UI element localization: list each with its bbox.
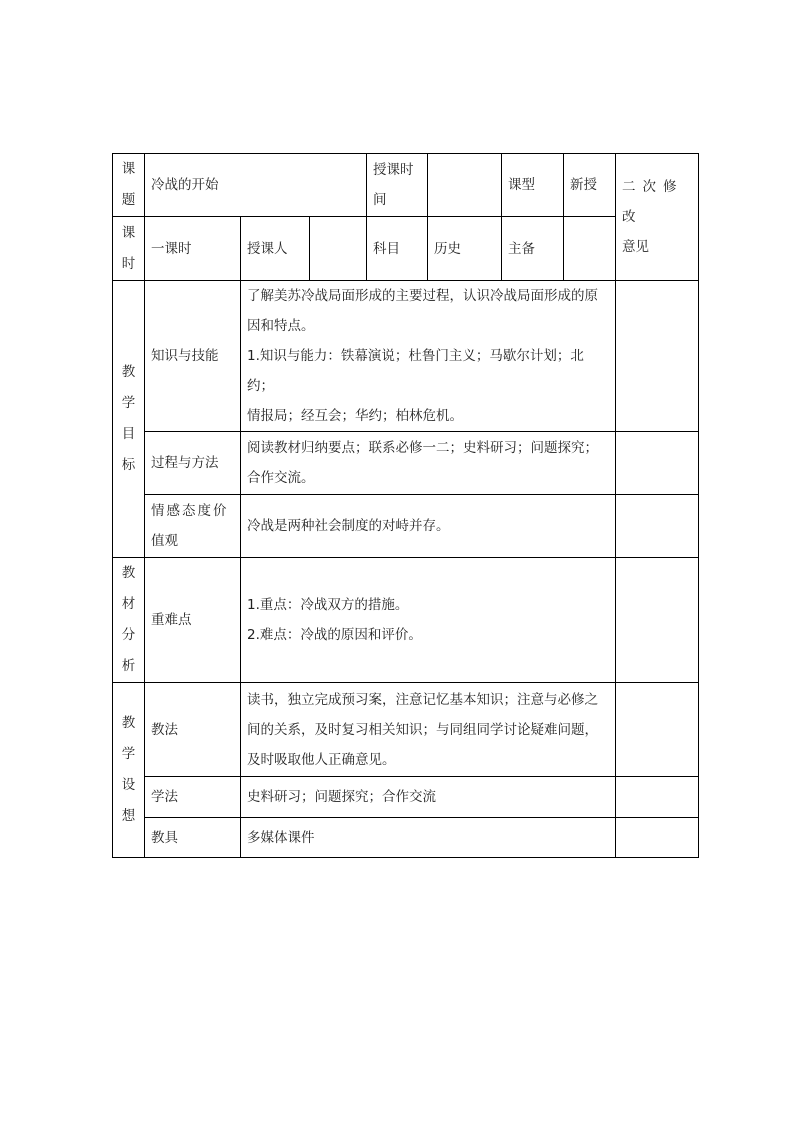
table-row (113, 683, 699, 777)
objectives-section-label (113, 281, 145, 558)
time-label-cell (367, 154, 428, 217)
table-row (113, 495, 699, 558)
content-line: 及时吸取他人正确意见。 (247, 751, 396, 768)
attitude-content: 冷战是两种社会制度的对峙并存。 (241, 495, 616, 558)
attitude-label: 情感态度价 (151, 503, 229, 519)
content-line: 间的关系，及时复习相关知识；与同组同学讨论疑难问题， (247, 721, 598, 738)
type-value: 新授 (564, 154, 616, 217)
tools-label: 教具 (145, 818, 241, 858)
table-row (113, 217, 699, 281)
process-label: 过程与方法 (145, 432, 241, 495)
content-line: 1.重点：冷战双方的措施。 (247, 597, 409, 613)
key-content (241, 558, 616, 683)
method-label: 教法 (145, 683, 241, 777)
revision-label: 意见 (622, 239, 650, 255)
table-row (113, 558, 699, 683)
period-label-cell (113, 217, 145, 281)
method-content (241, 683, 616, 777)
content-line: 情报局；经互会；华约；柏林危机。 (247, 408, 463, 424)
content-line: 了解美苏冷战局面形成的主要过程，认识冷战局面形成的原 (247, 288, 598, 304)
time-label: 授课时 (373, 162, 414, 178)
period-label: 课 (121, 224, 136, 241)
revision-cell (616, 281, 699, 432)
teacher-value (310, 217, 367, 281)
section-char: 析 (121, 658, 136, 674)
content-line: 阅读教材归纳要点；联系必修一二；史料研习；问题探究； (247, 440, 598, 456)
topic-label: 题 (121, 192, 136, 208)
content-line: 因和特点。 (247, 318, 315, 334)
section-char: 设 (121, 777, 136, 793)
section-char: 想 (121, 808, 136, 824)
table-row (113, 432, 699, 495)
attitude-label: 值观 (151, 533, 178, 549)
section-char: 教 (121, 364, 136, 380)
revision-cell (616, 558, 699, 683)
material-section-label (113, 558, 145, 683)
section-char: 教 (121, 715, 136, 731)
teacher-label: 授课人 (241, 217, 310, 281)
lesson-plan-table (112, 153, 699, 858)
content-line: 合作交流。 (247, 470, 315, 486)
revision-label: 二次修改 (622, 179, 684, 225)
section-char: 标 (121, 457, 136, 473)
content-line: 2.难点：冷战的原因和评价。 (247, 627, 422, 643)
process-content (241, 432, 616, 495)
revision-cell (616, 683, 699, 777)
revision-label-cell (616, 154, 699, 281)
design-section-label (113, 683, 145, 858)
section-char: 目 (121, 426, 136, 442)
prep-value (564, 217, 616, 281)
revision-cell (616, 432, 699, 495)
section-char: 分 (121, 627, 136, 643)
time-label: 间 (373, 192, 387, 208)
tools-content: 多媒体课件 (241, 818, 616, 858)
topic-label-cell (113, 154, 145, 217)
type-label: 课型 (502, 154, 564, 217)
topic-value: 冷战的开始 (145, 154, 367, 217)
section-char: 学 (121, 746, 136, 762)
table-row (113, 818, 699, 858)
revision-cell (616, 818, 699, 858)
section-char: 教 (121, 565, 136, 581)
key-label: 重难点 (145, 558, 241, 683)
learn-label: 学法 (145, 777, 241, 818)
table-row (113, 281, 699, 432)
time-value (428, 154, 502, 217)
revision-cell (616, 495, 699, 558)
prep-label: 主备 (502, 217, 564, 281)
period-value: 一课时 (145, 217, 241, 281)
content-line: 读书，独立完成预习案，注意记忆基本知识；注意与必修之 (247, 691, 598, 708)
attitude-label-cell (145, 495, 241, 558)
section-char: 学 (121, 395, 136, 411)
content-line: 1.知识与能力：铁幕演说；杜鲁门主义；马歇尔计划；北约； (247, 348, 584, 394)
knowledge-content (241, 281, 616, 432)
subject-value: 历史 (428, 217, 502, 281)
period-label: 时 (121, 255, 136, 272)
learn-content: 史料研习；问题探究；合作交流 (241, 777, 616, 818)
topic-label: 课 (121, 161, 136, 177)
section-char: 材 (121, 596, 136, 612)
table-row (113, 777, 699, 818)
subject-label: 科目 (367, 217, 428, 281)
revision-cell (616, 777, 699, 818)
knowledge-label: 知识与技能 (145, 281, 241, 432)
table-row (113, 154, 699, 217)
